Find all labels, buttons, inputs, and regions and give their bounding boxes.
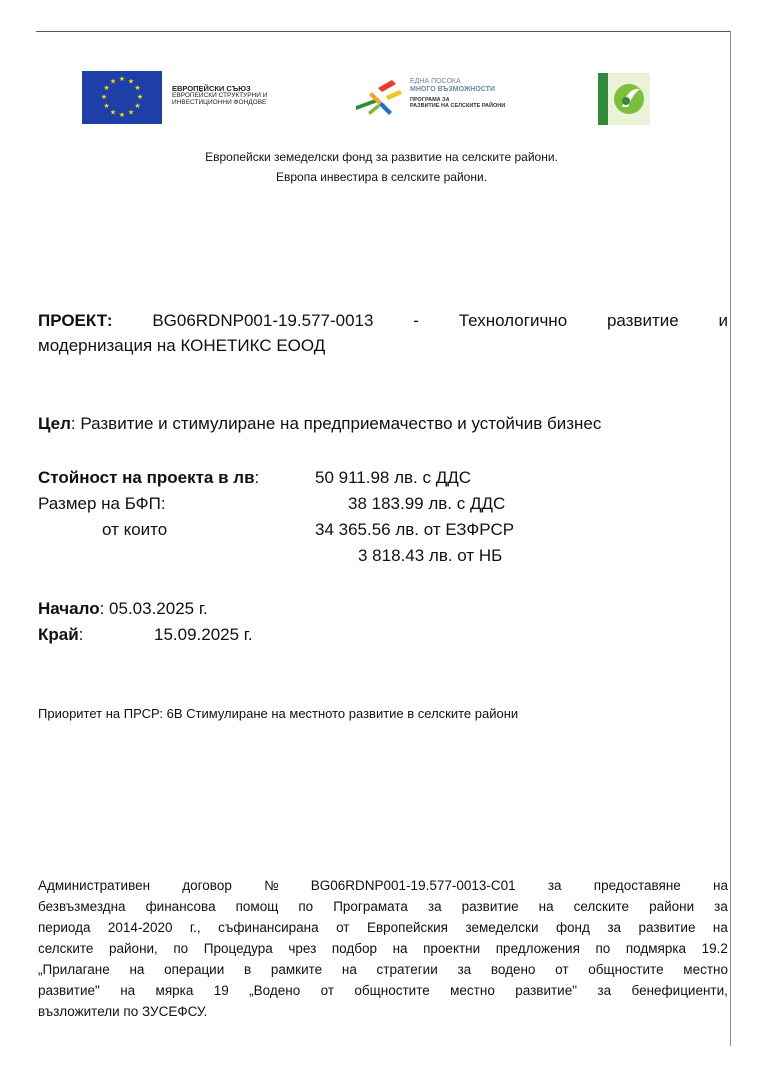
contract-word: г., — [189, 920, 201, 935]
svg-text:★: ★ — [118, 111, 126, 119]
eu-funds-caption — [172, 85, 267, 106]
contract-word: по — [298, 899, 314, 914]
rural-development-label: РАЗВИТИЕ НА СЕЛСКИТЕ РАЙОНИ — [410, 103, 506, 109]
eu-union-label: ЕВРОПЕЙСКИ СЪЮЗ — [172, 84, 251, 93]
start-date-line — [38, 599, 208, 619]
contract-word: периода — [38, 920, 91, 935]
contract-word: за — [427, 899, 442, 914]
end-date-label-row — [38, 625, 83, 645]
contract-word: в — [243, 962, 252, 977]
of-which-label: от които — [102, 520, 168, 539]
fund-line-1: Европейски земеделски фонд за развитие на селските райони. — [205, 150, 558, 164]
eu-investment-label: ИНВЕСТИЦИОННИ ФОНДОВЕ — [172, 99, 267, 106]
bfp-label: Размер на БФП: — [38, 494, 166, 513]
svg-text:★: ★ — [127, 77, 135, 86]
contract-word: рамките — [270, 962, 323, 977]
goal-line — [38, 414, 601, 434]
project-word: развитие — [606, 311, 679, 330]
contract-word: операции — [164, 962, 225, 977]
contract-word: местно — [683, 962, 728, 977]
start-value: : 05.03.2025 г. — [99, 599, 208, 618]
contract-word: от — [555, 962, 569, 977]
contract-word: мярка — [155, 983, 194, 998]
contract-word: на — [129, 962, 145, 977]
svg-text:★: ★ — [100, 93, 108, 101]
svg-text:★: ★ — [109, 77, 117, 86]
contract-word: райони, — [109, 941, 158, 956]
contract-word: бенефициенти, — [631, 983, 728, 998]
rural-programme-logo-icon — [352, 76, 406, 120]
contract-word: договор — [182, 878, 232, 893]
contract-line — [38, 980, 728, 1001]
contract-last-line: възложители по ЗУСЕФСУ. — [38, 1004, 208, 1019]
contract-word: на — [713, 878, 728, 893]
contract-word: предоставяне — [593, 878, 681, 893]
contract-word: за — [714, 899, 728, 914]
project-value-label-row — [38, 468, 259, 488]
contract-word: общностите — [588, 962, 664, 977]
contract-word: 2014-2020 — [107, 920, 173, 935]
fund-line-2: Европа инвестира в селските райони. — [275, 170, 488, 184]
contract-word: финансова — [145, 899, 216, 914]
contract-word: съфинансирана — [218, 920, 319, 935]
svg-text:★: ★ — [134, 84, 141, 92]
contract-word: предложения — [495, 941, 580, 956]
contract-word: за — [607, 920, 622, 935]
contract-word: развитие — [638, 920, 696, 935]
one-direction-label: ЕДНА ПОСОКА — [410, 78, 461, 85]
project-line-2: модернизация на КОНЕТИКС ЕООД — [38, 336, 326, 355]
bfp-amount: 38 183.99 лв. с ДДС — [348, 494, 506, 513]
rural-programme-caption — [410, 78, 505, 109]
contract-word: на — [538, 899, 554, 914]
contract-word: селските — [573, 899, 630, 914]
contract-word: № — [264, 878, 279, 893]
contract-word: на — [392, 941, 408, 956]
contract-line — [38, 917, 728, 938]
contract-word: райони — [649, 899, 695, 914]
nb-amount: 3 818.43 лв. от НБ — [358, 546, 503, 565]
contract-word: селските — [38, 941, 94, 956]
svg-text:★: ★ — [103, 84, 110, 92]
end-value: 15.09.2025 г. — [154, 625, 253, 644]
contract-paragraph — [38, 875, 728, 1022]
svg-text:★: ★ — [127, 108, 135, 117]
many-opportunities-label: МНОГО ВЪЗМОЖНОСТИ — [410, 86, 495, 93]
project-word: BG06RDNP001-19.577-0013 — [152, 311, 374, 330]
contract-word: 19.2 — [701, 941, 728, 956]
project-label: ПРОЕКТ: — [38, 311, 113, 330]
eu-flag-icon — [82, 71, 162, 124]
logo-strip — [0, 68, 763, 128]
svg-text:★: ★ — [136, 93, 144, 101]
svg-text:★: ★ — [118, 75, 126, 83]
project-line-1 — [38, 308, 728, 333]
page-top-border — [36, 31, 730, 32]
contract-line — [38, 938, 728, 959]
svg-text:★: ★ — [103, 102, 110, 110]
contract-word: Програмата — [333, 899, 408, 914]
priority-line: Приоритет на ПРСР: 6В Стимулиране на местното развитие в селските райони — [38, 706, 519, 721]
contract-word: Процедура — [203, 941, 273, 956]
project-word: и — [718, 311, 728, 330]
contract-word: развитие — [461, 899, 519, 914]
contract-word: проектни — [423, 941, 481, 956]
contract-word: 19 — [213, 983, 229, 998]
goal-text: : Развитие и стимулиране на предприемачество и устойчив бизнес — [70, 414, 602, 433]
project-value-amount: 50 911.98 лв. с ДДС — [315, 468, 472, 487]
contract-word: за — [597, 983, 612, 998]
ezfrsr-amount: 34 365.56 лв. от ЕЗФРСР — [315, 520, 515, 539]
contract-word: Административен — [38, 878, 151, 893]
contract-word: на — [712, 920, 728, 935]
contract-word: земеделски — [465, 920, 539, 935]
contract-word: BG06RDNP001-19.577-0013-C01 — [310, 878, 516, 893]
contract-word: за — [457, 962, 472, 977]
contract-word: водено — [490, 962, 536, 977]
contract-word: „Водено — [249, 983, 301, 998]
leader-logo-icon — [598, 73, 650, 125]
contract-line — [38, 896, 728, 917]
contract-word: подбор — [331, 941, 378, 956]
project-word: Технологично — [458, 311, 568, 330]
contract-word: местно — [450, 983, 495, 998]
contract-word: от — [336, 920, 350, 935]
contract-word: от — [320, 983, 335, 998]
contract-word: общностите — [354, 983, 430, 998]
end-colon: : — [78, 625, 84, 644]
contract-word: помощ — [235, 899, 279, 914]
project-word: - — [413, 311, 419, 330]
contract-word: развитие" — [515, 983, 578, 998]
contract-word: за — [547, 878, 562, 893]
end-label: Край — [38, 625, 79, 644]
contract-word: на — [341, 962, 357, 977]
project-value-label: Стойност на проекта в лв — [38, 468, 255, 487]
contract-line — [38, 875, 728, 896]
programme-label: ПРОГРАМА ЗА — [410, 97, 450, 103]
svg-text:★: ★ — [109, 108, 117, 117]
contract-word: на — [120, 983, 136, 998]
project-value-colon: : — [254, 468, 260, 487]
contract-word: стратегии — [376, 962, 438, 977]
contract-word: Европейския — [366, 920, 448, 935]
contract-word: развитие" — [38, 983, 100, 998]
start-label: Начало — [38, 599, 100, 618]
contract-word: подмярка — [625, 941, 687, 956]
contract-word: безвъзмездна — [38, 899, 126, 914]
contract-line — [38, 959, 728, 980]
contract-word: фонд — [555, 920, 590, 935]
svg-text:★: ★ — [134, 102, 141, 110]
eu-structural-label: ЕВРОПЕЙСКИ СТРУКТУРНИ И — [172, 92, 268, 99]
contract-word: „Прилагане — [38, 962, 110, 977]
project-block — [38, 308, 728, 358]
goal-label: Цел — [38, 414, 71, 433]
contract-word: чрез — [288, 941, 317, 956]
contract-word: по — [595, 941, 611, 956]
contract-word: по — [173, 941, 189, 956]
